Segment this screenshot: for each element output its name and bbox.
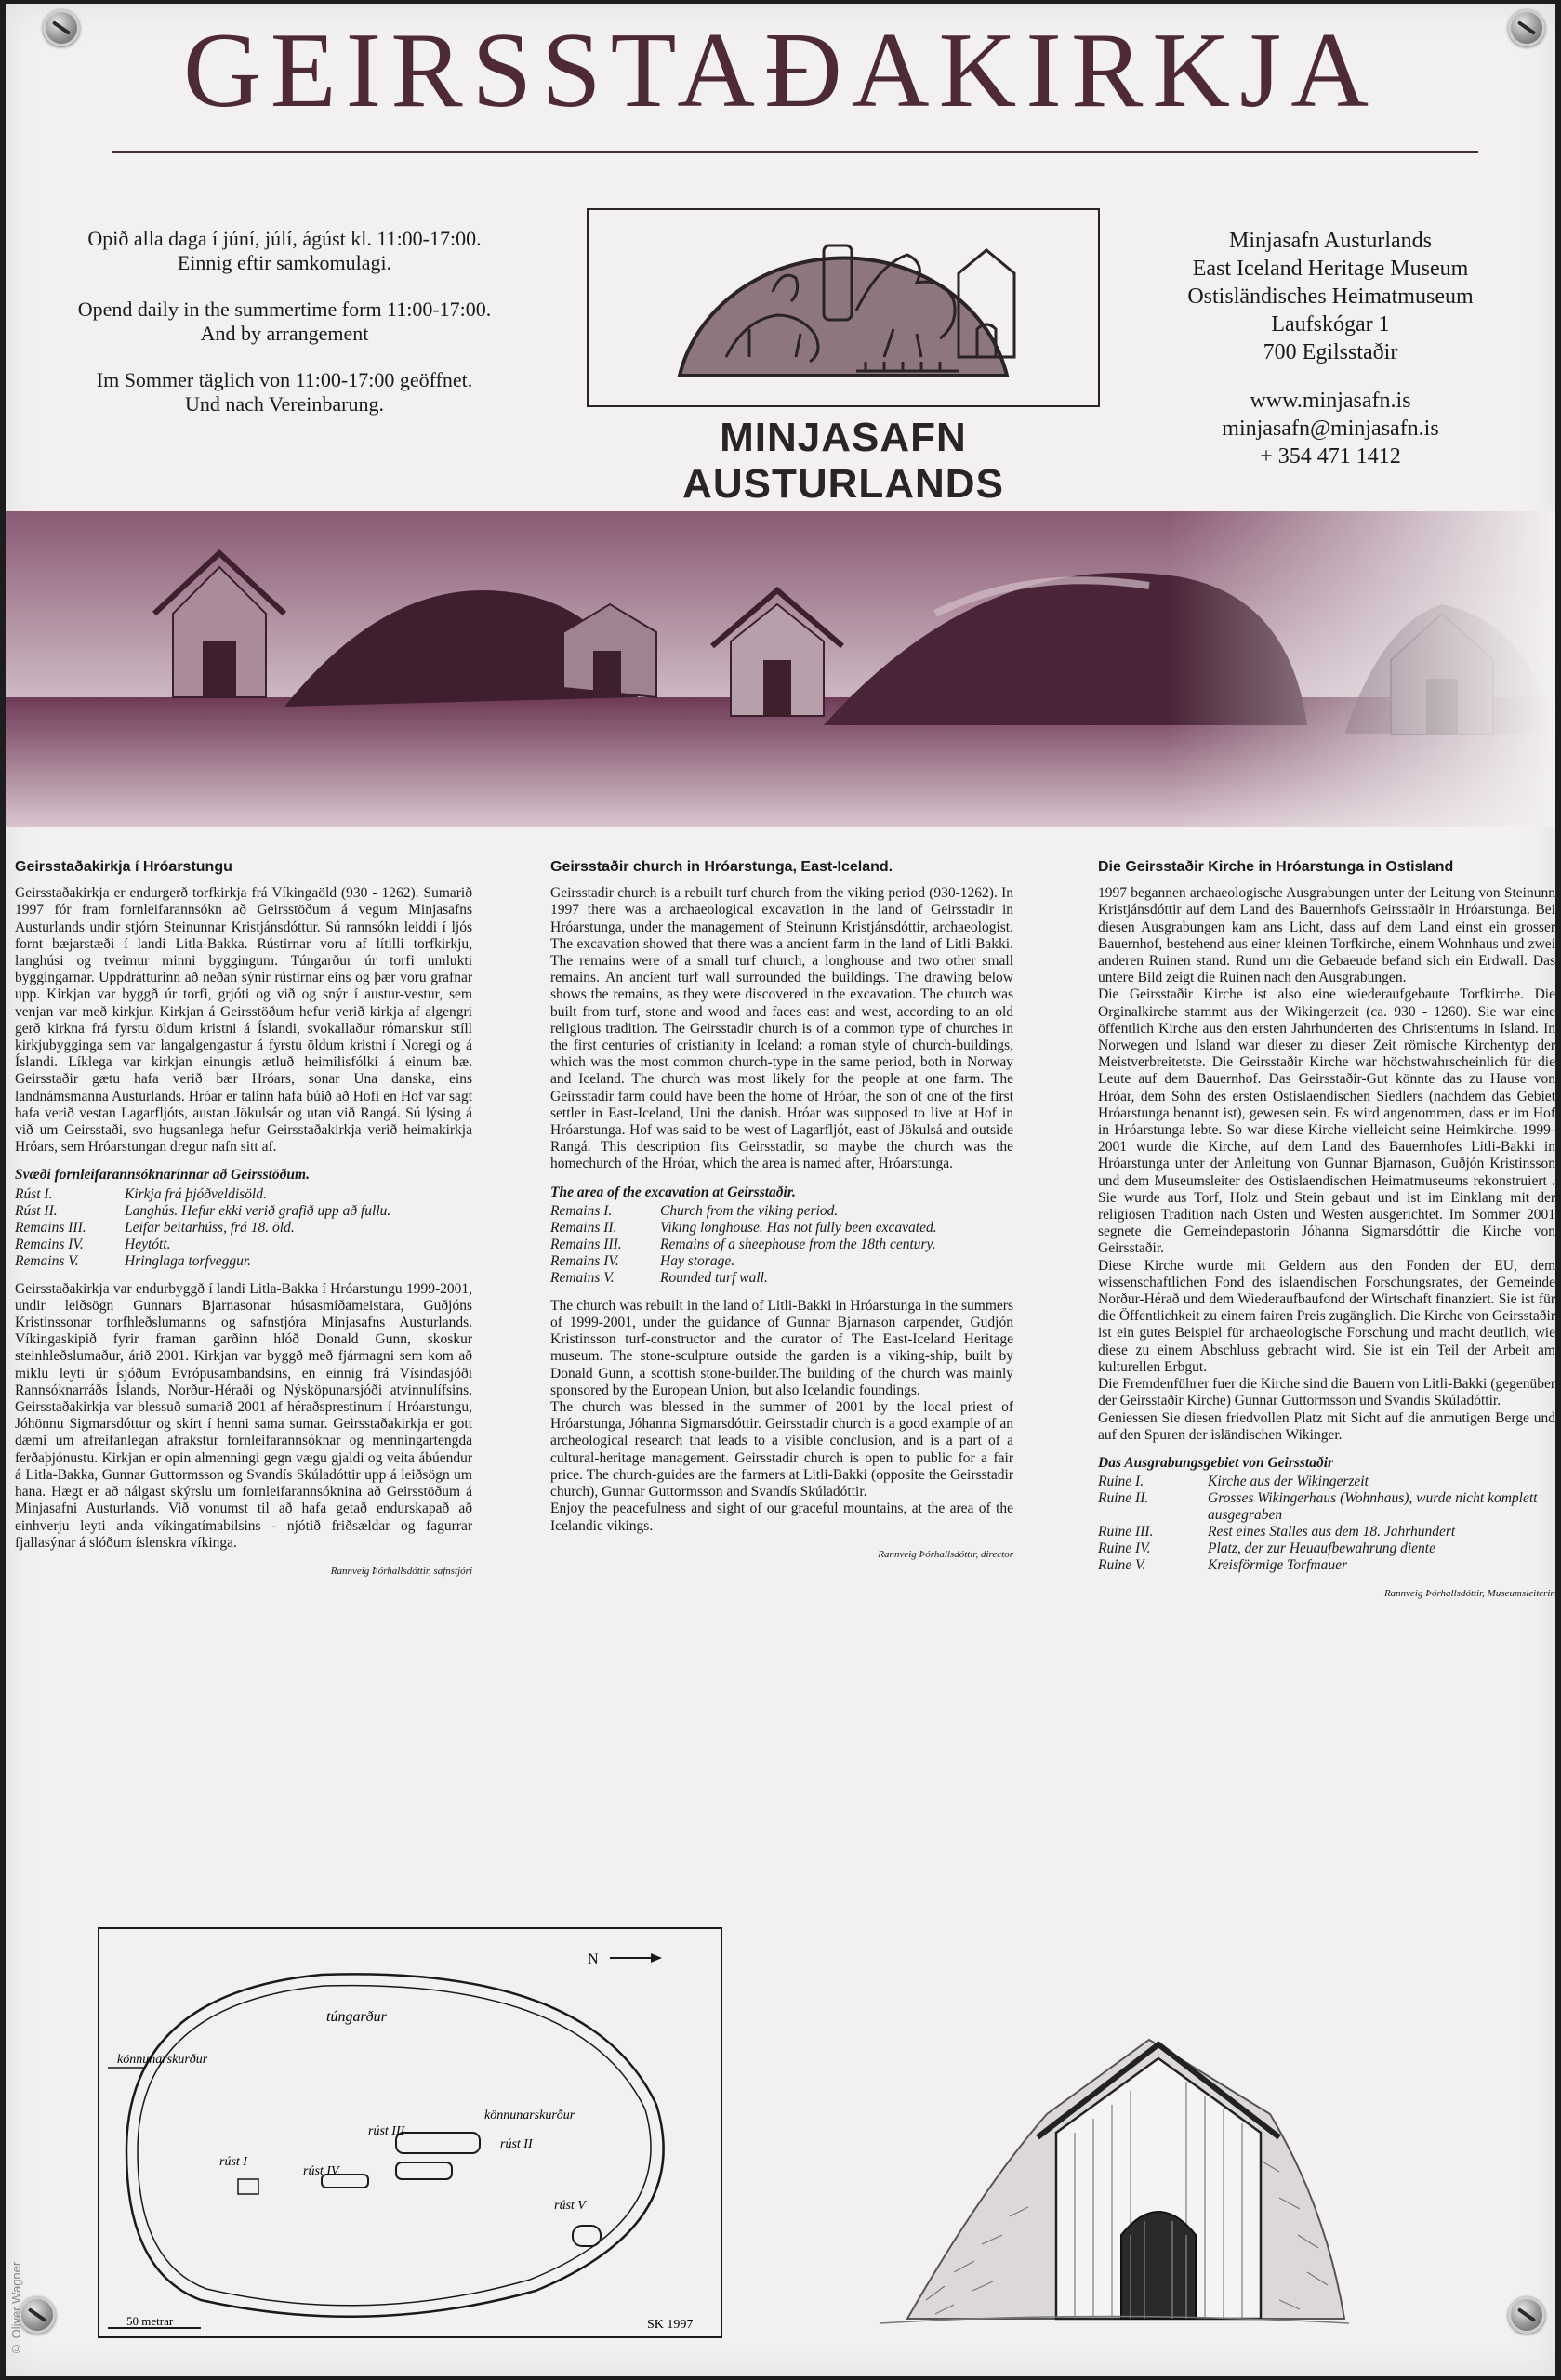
map-label: könnunarskurður xyxy=(117,2053,208,2067)
viking-rider-emblem-icon xyxy=(587,208,1100,408)
column-german xyxy=(1098,859,1555,1602)
museum-name-en: East Iceland Heritage Museum xyxy=(1192,257,1469,281)
remains-desc: Church from the viking period. xyxy=(660,1202,839,1219)
title-underline xyxy=(112,151,1478,153)
map-label: rúst V xyxy=(554,2199,586,2213)
remains-label: Remains IV. xyxy=(15,1236,84,1252)
paragraph: Geniessen Sie diesen friedvollen Platz mit Sicht auf die anmutigen Berge und auf den Spuren der isländischen Wikinger. xyxy=(1098,1409,1555,1443)
hours-de-line2: Und nach Vereinbarung. xyxy=(184,392,385,416)
paragraph: Die Geirsstaðir Kirche ist also eine wiederaufgebaute Torfkirche. Die Orginalkirche stammt aus der Wikingerzeit (ca. 930 - 1260). Sie war eine öffentlich Kirche aus den ersten Jahrhunderten des Christentums in Island. In Norwegen und Island war dieser zu dieser Zeit römische Kirchentyp der Meistverbreitetste. Die Geirsstaðir Kirche war höchstwahrscheinlich für die Leute auf dem Bauernhof. Das Geirsstaðir-Gut könnte das zu Hause von Hróar, dem Sohn des ersten Ostislaendischen Siedlers (nachdem das Gebiet Hróarstunga benannt ist), gewesen sein. Es wird angenommen, dass er im Hof in Hróarstunga lebte. So war diese Kirche vielleicht seine Heimkirche. 1999-2001 wurde die Kirche, auf dem Land des Bauernhofes Litli-Bakki in Hróarstunga unter der Anleitung von Gunnar Bjarnason, Guðjón Kristinsson und dem Museumsleiter des Ostislaendischen Heimatmuseums rekonstruiert . Sie wurde aus Torf, Holz und Stein gebaut und ist im Einklang mit der religiösen Tradition nach Osten und Westen ausgerichtet. Im Sommer 2001 segnete die Gemeindepastorin Jóhanna Sigmarsdóttir die Kirche von Geirsstaðir. xyxy=(1098,986,1555,1257)
museum-phone: + 354 471 1412 xyxy=(1260,444,1401,469)
map-label: túngarður xyxy=(326,2009,387,2025)
photo-credit: © Oliver Wagner xyxy=(9,2261,23,2356)
remains-label: Ruine III. xyxy=(1098,1524,1154,1540)
remains-label: Remains V. xyxy=(550,1269,615,1286)
remains-label: Rúst I. xyxy=(15,1185,53,1202)
museum-contact xyxy=(1144,227,1516,470)
remains-desc: Leifar beitarhúss, frá 18. öld. xyxy=(125,1219,295,1236)
remains-desc: Kirche aus der Wikingerzeit xyxy=(1208,1474,1369,1490)
museum-name-de: Ostisländisches Heimatmuseum xyxy=(1187,284,1474,309)
logo-text: MINJASAFN AUSTURLANDS xyxy=(682,415,1004,507)
heading-german: Die Geirsstaðir Kirche in Hróarstunga in Ostisland xyxy=(1098,859,1454,875)
museum-city: 700 Egilsstaðir xyxy=(1263,340,1398,364)
paragraph: Diese Kirche wurde mit Geldern aus den Fonden der EU, dem wissenschaftlichen Fond des islaendischen Forschungsrates, der Gemeinde Norður-Hérað und dem Wiederaufbaufond der Wirtschaft finanziert. Sie ist für die Öffentlichkeit zu einem fairen Preis zugänglich. Die Kirche von Geirsstaðir ist ein gutes Beispiel für archaeologische Forschung und macht deutlich, wie diese zu einem Abschluss gebracht wird. Sie ist ein Teil der Arbeit am kulturellen Erbgut. xyxy=(1098,1257,1555,1375)
hours-is-line2: Einnig eftir samkomulagi. xyxy=(177,251,392,274)
museum-street: Laufskógar 1 xyxy=(1271,312,1390,337)
excavation-subheading: The area of the excavation at Geirsstaðir. xyxy=(550,1183,796,1200)
hours-en-line1: Opend daily in the summertime form 11:00-17:00. xyxy=(77,298,492,321)
remains-desc: Kreisförmige Torfmauer xyxy=(1208,1557,1347,1574)
remains-desc: Grosses Wikingerhaus (Wohnhaus), wurde nicht komplett ausgegraben xyxy=(1208,1490,1538,1524)
remains-desc: Hringlaga torfveggur. xyxy=(125,1252,252,1269)
remains-desc: Viking longhouse. Has not fully been excavated. xyxy=(660,1219,937,1236)
remains-label: Ruine II. xyxy=(1098,1490,1149,1507)
museum-email: minjasafn@minjasafn.is xyxy=(1222,416,1439,441)
map-label: rúst III xyxy=(368,2124,405,2138)
paragraph: 1997 begannen archaeologische Ausgrabungen unter der Leitung von Steinunn Kristjánsdóttir auf dem Land des Bauernhofs Geirsstaðir in Hróarstunga. Bei diesen Ausgrabungen kam ans Licht, dass auf dem Land einst ein grosser Bauernhof, bestehend aus einer kleinen Torfkirche, einem Wohnhaus und zwei anderen Ruinen stand. Rund um die Gebaeude befand sich ein Erdwall. Das untere Bild zeigt die Ruinen nach den Ausgrabungen. xyxy=(1098,885,1555,986)
remains-label: Remains I. xyxy=(550,1202,613,1219)
hours-en-line2: And by arrangement xyxy=(200,322,369,345)
ruin-marker xyxy=(396,2162,452,2179)
remains-desc: Remains of a sheephouse from the 18th century. xyxy=(660,1236,936,1252)
hours-is-line1: Opið alla daga í júní, júlí, ágúst kl. 11:00-17:00. xyxy=(87,227,482,250)
signature: Rannveig Þórhallsdóttir, director xyxy=(878,1548,1013,1560)
remains-label: Remains II. xyxy=(550,1219,617,1236)
ruin-marker xyxy=(573,2226,601,2246)
heading-icelandic: Geirsstaðakirkja í Hróarstungu xyxy=(15,859,232,875)
map-label: rúst IV xyxy=(303,2164,339,2178)
column-icelandic xyxy=(15,859,472,1580)
remains-label: Rúst II. xyxy=(15,1202,58,1219)
remains-list xyxy=(15,1186,472,1270)
museum-name-is: Minjasafn Austurlands xyxy=(1229,229,1432,253)
page-title: GEIRSSTAÐAKIRKJA xyxy=(183,11,1378,130)
paragraph: Enjoy the peacefulness and sight of our graceful mountains, at the area of the Icelandic vikings. xyxy=(550,1501,1013,1534)
remains-desc: Hay storage. xyxy=(660,1252,735,1269)
column-english xyxy=(550,859,1013,1563)
remains-label: Ruine I. xyxy=(1098,1474,1144,1490)
signature: Rannveig Þórhallsdóttir, safnstjóri xyxy=(330,1565,472,1577)
remains-desc: Platz, der zur Heuaufbewahrung diente xyxy=(1208,1540,1435,1557)
remains-label: Remains IV. xyxy=(550,1252,619,1269)
remains-desc: Langhús. Hefur ekki verið grafið upp að fullu. xyxy=(125,1202,391,1219)
remains-desc: Rounded turf wall. xyxy=(660,1269,768,1286)
map-label: rúst I xyxy=(219,2155,247,2169)
remains-list xyxy=(550,1203,1013,1287)
remains-label: Ruine IV. xyxy=(1098,1540,1151,1557)
information-board xyxy=(6,4,1555,2376)
remains-desc: Kirkja frá þjóðveldisöld. xyxy=(125,1185,267,1202)
map-label: könnunarskurður xyxy=(484,2109,575,2122)
map-label: rúst II xyxy=(500,2137,533,2151)
excavation-subheading: Svæði fornleifarannsóknarinnar að Geirsstöðum. xyxy=(15,1167,310,1183)
museum-logo xyxy=(587,208,1100,507)
ruin-marker xyxy=(238,2179,258,2194)
turf-houses-panorama xyxy=(6,511,1555,827)
museum-website: www.minjasafn.is xyxy=(1250,389,1411,413)
remains-label: Remains V. xyxy=(15,1252,79,1269)
heading-english: Geirsstaðir church in Hróarstunga, East-Iceland. xyxy=(550,859,893,875)
turf-wall-outline xyxy=(126,1974,664,2316)
remains-desc: Rest eines Stalles aus dem 18. Jahrhundert xyxy=(1208,1524,1456,1540)
excavation-map xyxy=(89,1919,731,2347)
screw-icon xyxy=(1508,2296,1545,2334)
remains-label: Remains III. xyxy=(550,1236,622,1252)
signature: Rannveig Þórhallsdóttir, Museumsleiterin xyxy=(1383,1588,1555,1600)
opening-hours xyxy=(45,227,524,439)
north-label: N xyxy=(588,1951,599,1967)
paragraph: Geirsstadir church is a rebuilt turf church from the viking period (930-1262). In 1997 there was a archaeological excavation in the land of Geirsstadir in Hróarstunga, under the management of Steinunn Kristjánsdóttir, archaeologist. The excavation showed that there was a ancient farm in the land of Litli-Bakki. The remains were of a small turf church, a longhouse and two other small remains. An ancient turf wall surrounded the buildings. The drawing below shows the remains, as they were discovered in the excavation. The church was built from turf, stone and wood and faces east and west, according to an old religious tradition. The Geirsstadir church is of a common type of churches in the first centuries of cristianity in Iceland: a roman style of church-buildings, which was the most common church-type in the same period, both in Norway and Iceland. The church was most likely for the people at one farm. The Geirsstadir farm could have been the home of Hróar, the son of one of the first settler in East-Iceland, Uni the danish. Hróar was supposed to live at Hof in Hróarstunga. Hof was said to be west of Lagarfljót, east of Jökulsá and outside Rangá. This description fits Geirsstadir, so maybe the church was the homechurch of the Hróar, which the area is named after, Hróarstunga. xyxy=(550,885,1013,1172)
remains-label: Remains III. xyxy=(15,1219,86,1236)
scale-label: 50 metrar xyxy=(126,2314,174,2328)
remains-list xyxy=(1098,1474,1555,1574)
paragraph: Geirsstaðakirkja var endurbyggð í landi Litla-Bakka í Hróarstungu 1999-2001, undir leiðsögn Gunnars Bjarnasonar húsasmíðameistara, Guðjóns Kristinssonar torfhleðslumanns og safnstjóra Minjasafns Austurlands. Víkingaskipið fyrir framan garðinn hlóð Donald Gunn, skoskur steinhleðslumaður, árið 2001. Kirkjan var byggð með fjármagni sem kom að miklu leyti úr sjóðum Evrópusambandsins, en einnig frá Vísindasjóði Rannsóknarráðs Íslands, Norður-Héraði og Nýsköpunarsjóði atvinnulífsins. Geirsstaðakirkja var blessuð sumarið 2001 af héraðsprestinum í Hróarstungu, Jóhönnu Sigmarsdóttur og skírt í henni sama sumar. Geirsstaðakirkja er gott dæmi um afreifanlegan afrakstur fornleifarannsóknar og menningartengda ferðaþjónustu. Kirkjan er opin almenningi gegn vægu gjaldi og veita ábúendur á Litla-Bakka, Gunnar Guttormsson og Svandís Skúladóttir upp á leiðsögn um hana. Hægt er að nálgast skýrslu um fornleifarannsóknina að Geirsstöðum á Minjasafni Austurlands. Við vonumst til að hafa getað endurskapað að einhverju leyti anda víkingatímabilsins - njótið friðsældar og fagurrar fjallasýnar á slóðum íslenskra víkinga. xyxy=(15,1280,472,1551)
ruin-marker xyxy=(396,2133,480,2153)
paragraph: The church was blessed in the summer of 2001 by the local priest of Hróarstunga, Jóhanna Sigmarsdóttir. Geirsstadir church is a good example of an archeological research that leads to a visible conclusion, and is a part of a cultural-heritage management. Geirsstadir church is open to public for a fair price. The church-guides are the farmers at Litli-Bakki (opposite the Geirsstadir church), Gunnar Guttormsson and Svandís Skúladóttir. xyxy=(550,1399,1013,1501)
paragraph: Geirsstaðakirkja er endurgerð torfkirkja frá Víkingaöld (930 - 1262). Sumarið 1997 fór fram fornleifarannsókn að Geirsstöðum á vegum Minjasafns Austurlands undir stjórn Steinunnar Kristjánsdóttur. Sú rannsókn leiddi í ljós fornt bæjarstæði í landi Litla-Bakka. Rústirnar voru af lítilli torfkirkju, langhúsi og tveimur minni byggingum. Túngarður úr torfi umlukti byggingarnar. Uppdrátturinn að neðan sýnir rústirnar eins og þær voru grafnar upp. Kirkjan var byggð úr torfi, grjóti og við og snýr í austur-vestur, sem venjan var með kirkjur. Kirkjan á Geirsstöðum hefur verið kirkja af algengri gerð kirkna frá fyrstu öldum kristni á Íslandi, svokallaður rómanskur stíll kirkjubygginga sem var langalgengastur á fyrstu öldum kristni í Noregi og á Íslandi. Líklega var kirkjan einungis ætluð heimilisfólki á einum bæ. Geirsstaðir gætu hafa verið bær Hróars, sonar Una danska, eins landnámsmanna Austurlands. Hróar er talinn hafa búið að Hofi en Hof var sagt hafa verið vestan Lagarfljóts, austan Jökulsár og utan við Rangá. Sú lýsing á við um Geirsstaði, svo hugsanlega hefur Geirsstaðakirkja verið heimakirkja Hróars, sem Hróarstungan dregur nafn sitt af. xyxy=(15,885,472,1156)
remains-desc: Heytótt. xyxy=(125,1236,171,1252)
excavation-subheading: Das Ausgrabungsgebiet von Geirsstaðir xyxy=(1098,1454,1334,1471)
paragraph: The church was rebuilt in the land of Litli-Bakki in Hróarstunga in the summers of 1999-2001, under the guidance of Gunnar Bjarnason carpender, Gudjón Kristinsson turf-constructor and the curator of The East-Iceland Heritage museum. The stone-sculpture outside the garden is a viking-ship, built by Donald Gunn, a scottish stone-builder.The building of the church was mainly sponsored by the European Union, but also Icelandic foundings. xyxy=(550,1297,1013,1398)
church-sketch xyxy=(870,2003,1354,2347)
hours-de-line1: Im Sommer täglich von 11:00-17:00 geöffnet. xyxy=(96,368,473,391)
paragraph: Die Fremdenführer fuer die Kirche sind die Bauern von Litli-Bakki (gegenüber der Geirsstaðir Kirche) Gunnar Guttormsson und Svandís Skúladóttir. xyxy=(1098,1376,1555,1409)
map-author: SK 1997 xyxy=(647,2318,694,2332)
remains-label: Ruine V. xyxy=(1098,1557,1146,1574)
